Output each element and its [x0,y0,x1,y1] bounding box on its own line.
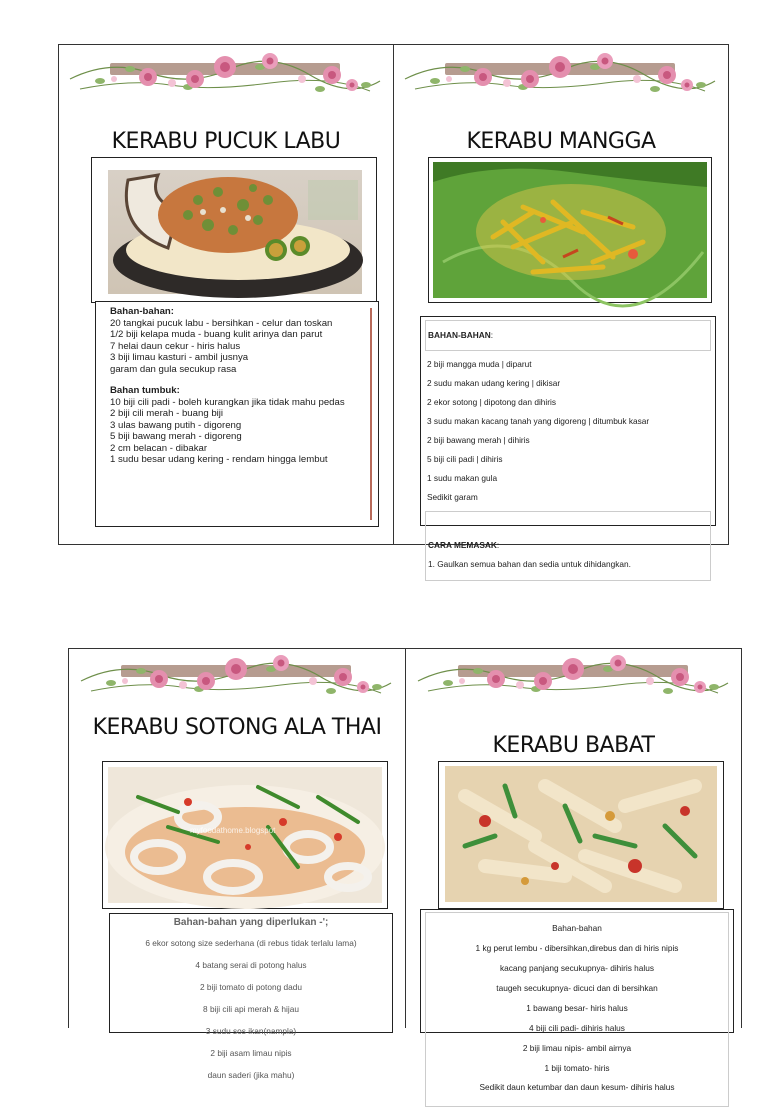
ingredient-line: 1 bawang besar- hiris halus [526,1002,628,1013]
ingredients-heading: BAHAN-BAHAN [428,330,491,341]
ingredient-line: 1 kg perut lembu - dibersihkan,direbus dan di hiris nipis [475,943,679,954]
ingredient-line: 8 biji cili api merah & hijau [203,1003,299,1014]
ingredient-line: 2 biji asam limau nipis [210,1047,292,1058]
paste-ingredients-heading: Bahan tumbuk: [110,385,180,396]
ingredient-line: 7 helai daun cekur - hiris halus [110,340,241,352]
ingredient-line: garam dan gula secukup rasa [110,363,237,375]
ingredients-heading: Bahan-bahan [552,923,602,934]
ingredient-line: 5 biji bawang merah - digoreng [110,431,242,442]
floral-border-decoration [81,651,393,709]
recipe-title: KERABU MANGGA [466,129,656,154]
method-heading: CARA MEMASAK [428,539,497,550]
ingredients-heading: Bahan-bahan: [110,306,174,317]
recipe-card-kerabu-pucuk-labu [58,44,394,545]
ingredient-line: 10 biji cili padi - boleh kurangkan jika tidak mahu pedas [110,396,345,408]
ingredient-line: 3 ulas bawang putih - digoreng [110,419,242,431]
ingredient-line: kacang panjang secukupnya- dihiris halus [499,963,655,974]
ingredient-line: taugeh secukupnya- dicuci dan di bersihkan [496,982,658,993]
method-step: 1. Gaulkan semua bahan dan sedia untuk dihidangkan. [428,558,631,569]
photo-frame [428,157,712,303]
ingredient-line: 1/2 biji kelapa muda - buang kulit arinya dan parut [110,329,323,340]
ingredient-line: 2 cm belacan - dibakar [110,442,208,454]
recipe-card-kerabu-mangga [393,44,729,569]
photo-watermark: myfoodathome.blogspot [190,826,276,835]
ingredient-line: 4 biji cili padi- dihiris halus [529,1022,625,1033]
recipe-title: KERABU BABAT [492,733,655,758]
ingredient-line: 1 biji tomato- hiris [544,1062,610,1073]
recipe-title: KERABU SOTONG ALA THAI [92,715,382,740]
ingredient-line: 3 sudu makan kacang tanah yang digoreng | ditumbuk kasar [427,416,650,427]
ingredients-box [95,301,379,527]
ingredient-line: 2 sudu makan udang kering | dikisar [427,378,561,389]
recipe-card-kerabu-babat [405,648,742,1093]
ingredient-line: 4 batang serai di potong halus [195,960,307,971]
ingredient-line: 3 sudu sos ikan(nampla) [205,1025,297,1036]
ingredient-line: daun saderi (jika mahu) [207,1069,295,1080]
ingredients-box: BAHAN-BAHAN: 2 biji mangga muda | diparut 2 sudu makan udang kering | dikisar 2 ekor sotong | dipotong dan dihiris 3 sudu makan kacang tanah yang digoreng | ditumbuk kasar 2 biji bawang merah | dihiris 5 biji cili padi | dihiris 1 sudu makan gula Sedikit garam CARA MEMASAK: 1. Gaulkan semua bahan dan sedia untuk dihidangkan. [420,316,716,526]
kerabu-pucuk-labu-photo [108,170,362,294]
ingredient-line: Sedikit daun ketumbar dan daun kesum- dihiris halus [479,1082,675,1093]
ingredient-line: 3 biji limau kasturi - ambil jusnya [110,352,249,363]
ingredients-box [109,913,393,1080]
ingredient-line: 1 sudu besar udang kering - rendam hingga lembut [110,454,328,465]
floral-border-decoration [405,49,717,107]
ingredient-line: Sedikit garam [427,491,478,502]
ingredients-box [420,909,734,1093]
kerabu-sotong-photo [108,767,382,903]
ingredient-line: 20 tangkai pucuk labu - bersihkan - celur dan toskan [110,317,333,329]
recipe-title: KERABU PUCUK LABU [111,129,341,154]
kerabu-babat-photo [445,766,717,902]
photo-frame [91,157,377,303]
recipe-card-kerabu-sotong-ala-thai [68,648,406,1080]
floral-border-decoration [418,651,730,709]
ingredient-line: 1 sudu makan gula [427,472,498,483]
ingredient-line: 2 biji tomato di potong dadu [200,982,302,993]
kerabu-mangga-photo [433,162,707,298]
ingredient-line: 6 ekor sotong size sederhana (di rebus tidak terlalu lama) [145,938,357,949]
photo-frame [102,761,388,909]
ingredients-heading: Bahan-bahan yang diperlukan -'; [173,917,329,928]
ingredient-line: 2 biji limau nipis- ambil airnya [522,1042,632,1053]
ingredient-line: 2 ekor sotong | dipotong dan dihiris [427,397,556,408]
ingredient-line: 2 biji bawang merah | dihiris [427,435,530,446]
ingredient-line: 2 biji cili merah - buang biji [110,408,224,419]
ingredient-line: 2 biji mangga muda | diparut [427,359,532,370]
floral-border-decoration [70,49,382,107]
photo-frame [438,761,724,909]
ingredient-line: 5 biji cili padi | dihiris [427,453,503,464]
